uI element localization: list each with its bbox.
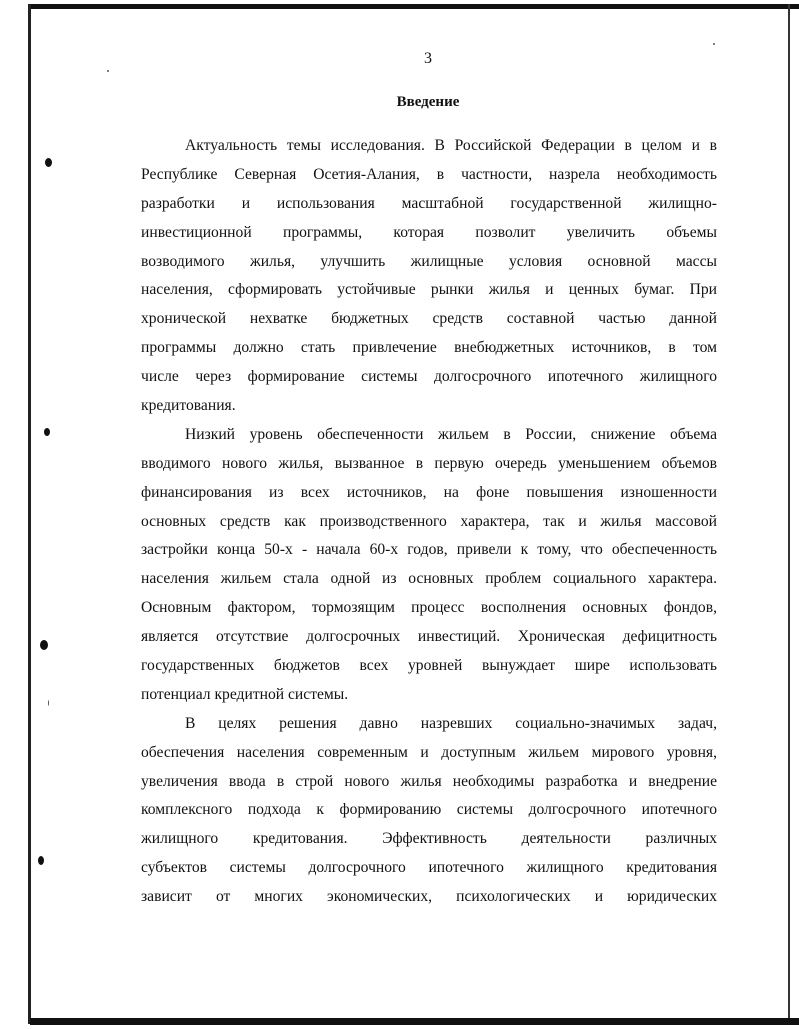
binder-hole-mark xyxy=(38,856,44,865)
text-line: Республике Северная Осетия-Алания, в частности, назрела необходимость xyxy=(141,165,717,183)
scan-speck xyxy=(713,43,715,45)
text-line: является отсутствие долгосрочных инвестиций. Хроническая дефицитность xyxy=(141,628,717,646)
text-line: кредитования. xyxy=(141,397,236,415)
scan-speck xyxy=(107,70,109,72)
text-line: застройки конца 50-х - начала 60-х годов, привели к тому, что обеспеченность xyxy=(141,541,717,559)
text-line: вводимого нового жилья, вызванное в первую очередь уменьшением объемов xyxy=(141,454,717,472)
text-line: Низкий уровень обеспеченности жильем в России, снижение объема xyxy=(185,425,717,443)
text-line: В целях решения давно назревших социально-значимых задач, xyxy=(185,714,717,732)
text-line: инвестиционной программы, которая позволит увеличить объемы xyxy=(141,223,717,241)
text-line: зависит от многих экономических, психологических и юридических xyxy=(141,888,717,906)
page-number: 3 xyxy=(424,50,432,67)
text-line: населения, сформировать устойчивые рынки жилья и ценных бумаг. При xyxy=(141,281,717,299)
scan-border-left xyxy=(28,4,31,1024)
text-line: разработки и использования масштабной государственной жилищно- xyxy=(141,194,717,212)
binder-hole-mark xyxy=(40,640,48,650)
scan-border-bottom xyxy=(30,1018,799,1025)
text-line: хронической нехватке бюджетных средств составной частью данной xyxy=(141,310,717,328)
text-line: программы должно стать привлечение внебюджетных источников, в том xyxy=(141,339,717,357)
scan-speck xyxy=(48,700,49,706)
text-line: жилищного кредитования. Эффективность деятельности различных xyxy=(141,830,717,848)
text-line: финансирования из всех источников, на фоне повышения изношенности xyxy=(141,483,717,501)
text-line: увеличения ввода в строй нового жилья необходимы разработка и внедрение xyxy=(141,772,717,790)
text-line: обеспечения населения современным и доступным жильем мирового уровня, xyxy=(141,743,717,761)
binder-hole-mark xyxy=(44,428,50,436)
text-line: основных средств как производственного характера, так и жилья массовой xyxy=(141,512,717,530)
section-heading: Введение xyxy=(396,94,460,110)
scan-border-top xyxy=(28,4,799,9)
body-text xyxy=(141,132,717,912)
text-line: потенциал кредитной системы. xyxy=(141,685,349,703)
text-line: Основным фактором, тормозящим процесс восполнения основных фондов, xyxy=(141,599,717,617)
text-line: Актуальность темы исследования. В Российской Федерации в целом и в xyxy=(185,137,717,154)
text-line: государственных бюджетов всех уровней вынуждает шире использовать xyxy=(141,657,717,675)
text-line: комплексного подхода к формированию системы долгосрочного ипотечного xyxy=(141,801,717,819)
binder-hole-mark xyxy=(45,158,52,167)
text-line: субъектов системы долгосрочного ипотечного жилищного кредитования xyxy=(141,859,717,877)
text-line: населения жильем стала одной из основных проблем социального характера. xyxy=(141,570,717,588)
scan-border-right xyxy=(788,4,790,1024)
text-line: возводимого жилья, улучшить жилищные условия основной массы xyxy=(141,252,717,270)
text-line: числе через формирование системы долгосрочного ипотечного жилищного xyxy=(141,368,717,386)
